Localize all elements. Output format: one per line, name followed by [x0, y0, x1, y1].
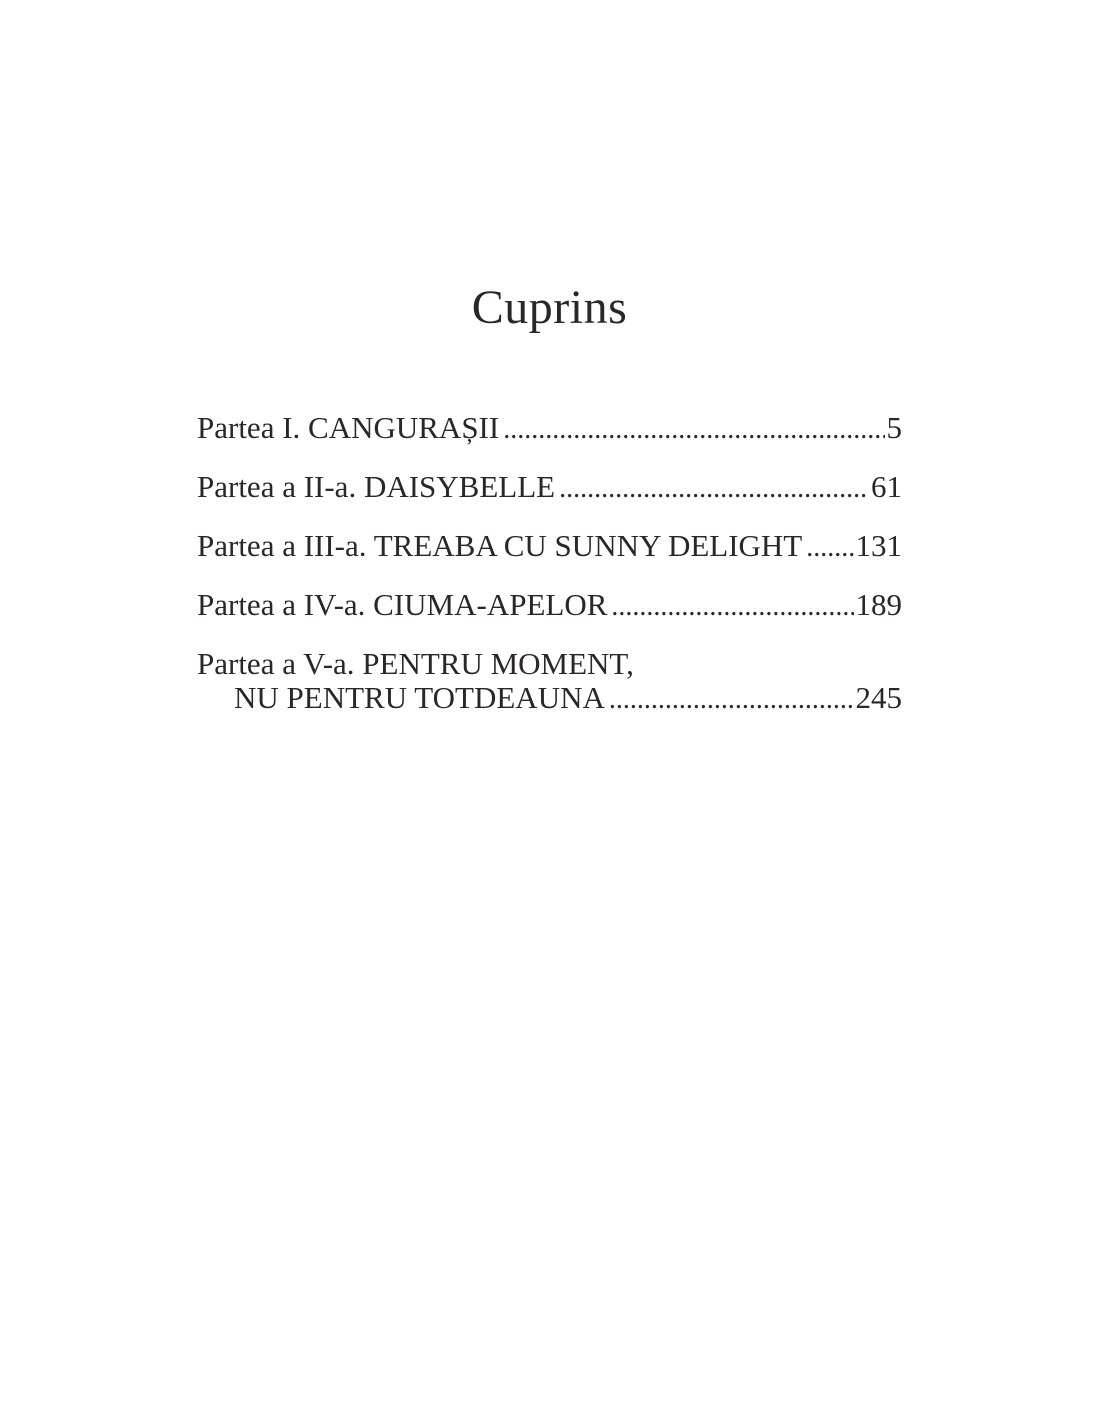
- toc-entry: [197, 470, 902, 506]
- toc-entry: [197, 647, 902, 717]
- toc-entry: [197, 411, 902, 447]
- page-number: 189: [855, 586, 902, 622]
- toc-entry-line: [197, 588, 902, 624]
- toc-entry-label: Partea a IV-a. CIUMA-APELOR: [197, 586, 608, 622]
- dot-leader: [806, 531, 853, 565]
- page-number: 61: [871, 468, 902, 504]
- toc-entry-label: Partea a V-a. PENTRU MOMENT,: [197, 645, 634, 681]
- toc-entry-label: Partea I. CANGURAȘII: [197, 409, 500, 445]
- toc-entry-line: [197, 470, 902, 506]
- page-number: 245: [855, 679, 902, 715]
- toc-entry-label: Partea a III-a. TREABA CU SUNNY DELIGHT: [197, 527, 803, 563]
- toc-entry-line-wrapped: [197, 681, 902, 717]
- page-number: 5: [886, 409, 902, 445]
- toc-entry: [197, 588, 902, 624]
- dot-leader: [503, 413, 884, 447]
- toc-entry-line: [197, 529, 902, 565]
- page-title: Cuprins: [471, 281, 628, 334]
- table-of-contents: [197, 411, 902, 717]
- toc-entry: [197, 529, 902, 565]
- toc-entry-line: [197, 647, 902, 681]
- dot-leader: [611, 590, 853, 624]
- toc-entry-line: [197, 411, 902, 447]
- page-number: 131: [855, 527, 902, 563]
- dot-leader: [559, 472, 869, 506]
- toc-entry-label: Partea a II-a. DAISYBELLE: [197, 468, 556, 504]
- dot-leader: [609, 683, 854, 717]
- toc-entry-label-line2: NU PENTRU TOTDEAUNA: [234, 679, 605, 715]
